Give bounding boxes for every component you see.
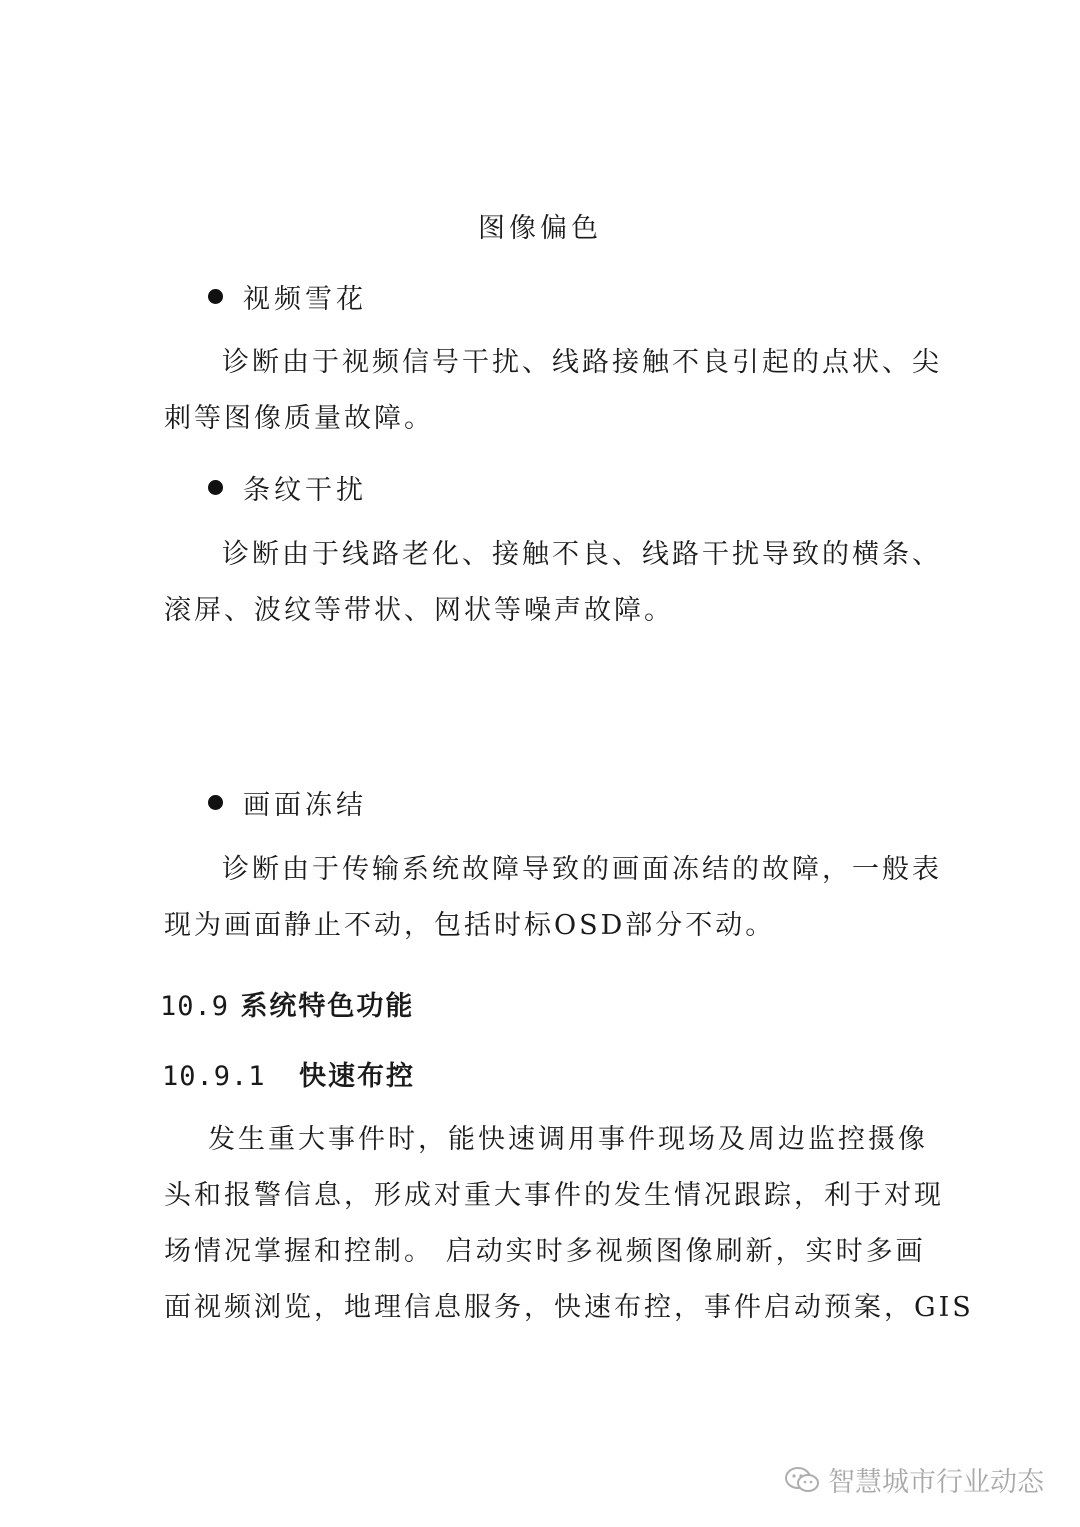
figure-caption: 图像偏色 [478,213,602,244]
watermark-text: 智慧城市行业动态 [828,1467,1044,1498]
subsection-title: 快速布控 [298,1061,415,1092]
bullet-dot [208,795,223,810]
subsection-number: 10.9.1 [162,1061,266,1092]
paragraph-line: 面视频浏览，地理信息服务，快速布控，事件启动预案，GIS [164,1292,974,1323]
bullet-item-frame-freeze [208,782,367,822]
body-paragraph [164,1112,974,1336]
paragraph-frame-freeze [164,842,942,954]
section-heading [160,984,414,1023]
paragraph-line: 滚屏、波纹等带状、网状等噪声故障。 [164,595,674,626]
bullet-label: 视频雪花 [243,283,367,315]
bullet-item-stripe-interference [208,467,367,507]
paragraph-line: 刺等图像质量故障。 [164,403,434,434]
paragraph-line: 头和报警信息，形成对重大事件的发生情况跟踪，利于对现 [164,1180,944,1211]
section-title: 系统特色功能 [240,991,415,1022]
wechat-icon [784,1466,820,1494]
paragraph-line: 场情况掌握和控制。 启动实时多视频图像刷新，实时多画 [164,1236,926,1267]
paragraph-line: 发生重大事件时，能快速调用事件现场及周边监控摄像 [208,1124,928,1155]
watermark [784,1460,1044,1499]
paragraph-video-snow [164,335,942,447]
bullet-label: 条纹干扰 [243,474,367,506]
subsection-heading [162,1054,415,1093]
paragraph-line: 现为画面静止不动，包括时标OSD部分不动。 [164,910,776,941]
bullet-dot [208,289,223,304]
section-number: 10.9 [160,991,230,1022]
paragraph-line: 诊断由于线路老化、接触不良、线路干扰导致的横条、 [222,539,942,570]
bullet-item-video-snow [208,276,367,316]
bullet-dot [208,480,223,495]
paragraph-line: 诊断由于视频信号干扰、线路接触不良引起的点状、尖 [222,347,942,378]
paragraph-line: 诊断由于传输系统故障导致的画面冻结的故障，一般表 [222,854,942,885]
paragraph-stripe-interference [164,527,942,639]
bullet-label: 画面冻结 [243,789,367,821]
